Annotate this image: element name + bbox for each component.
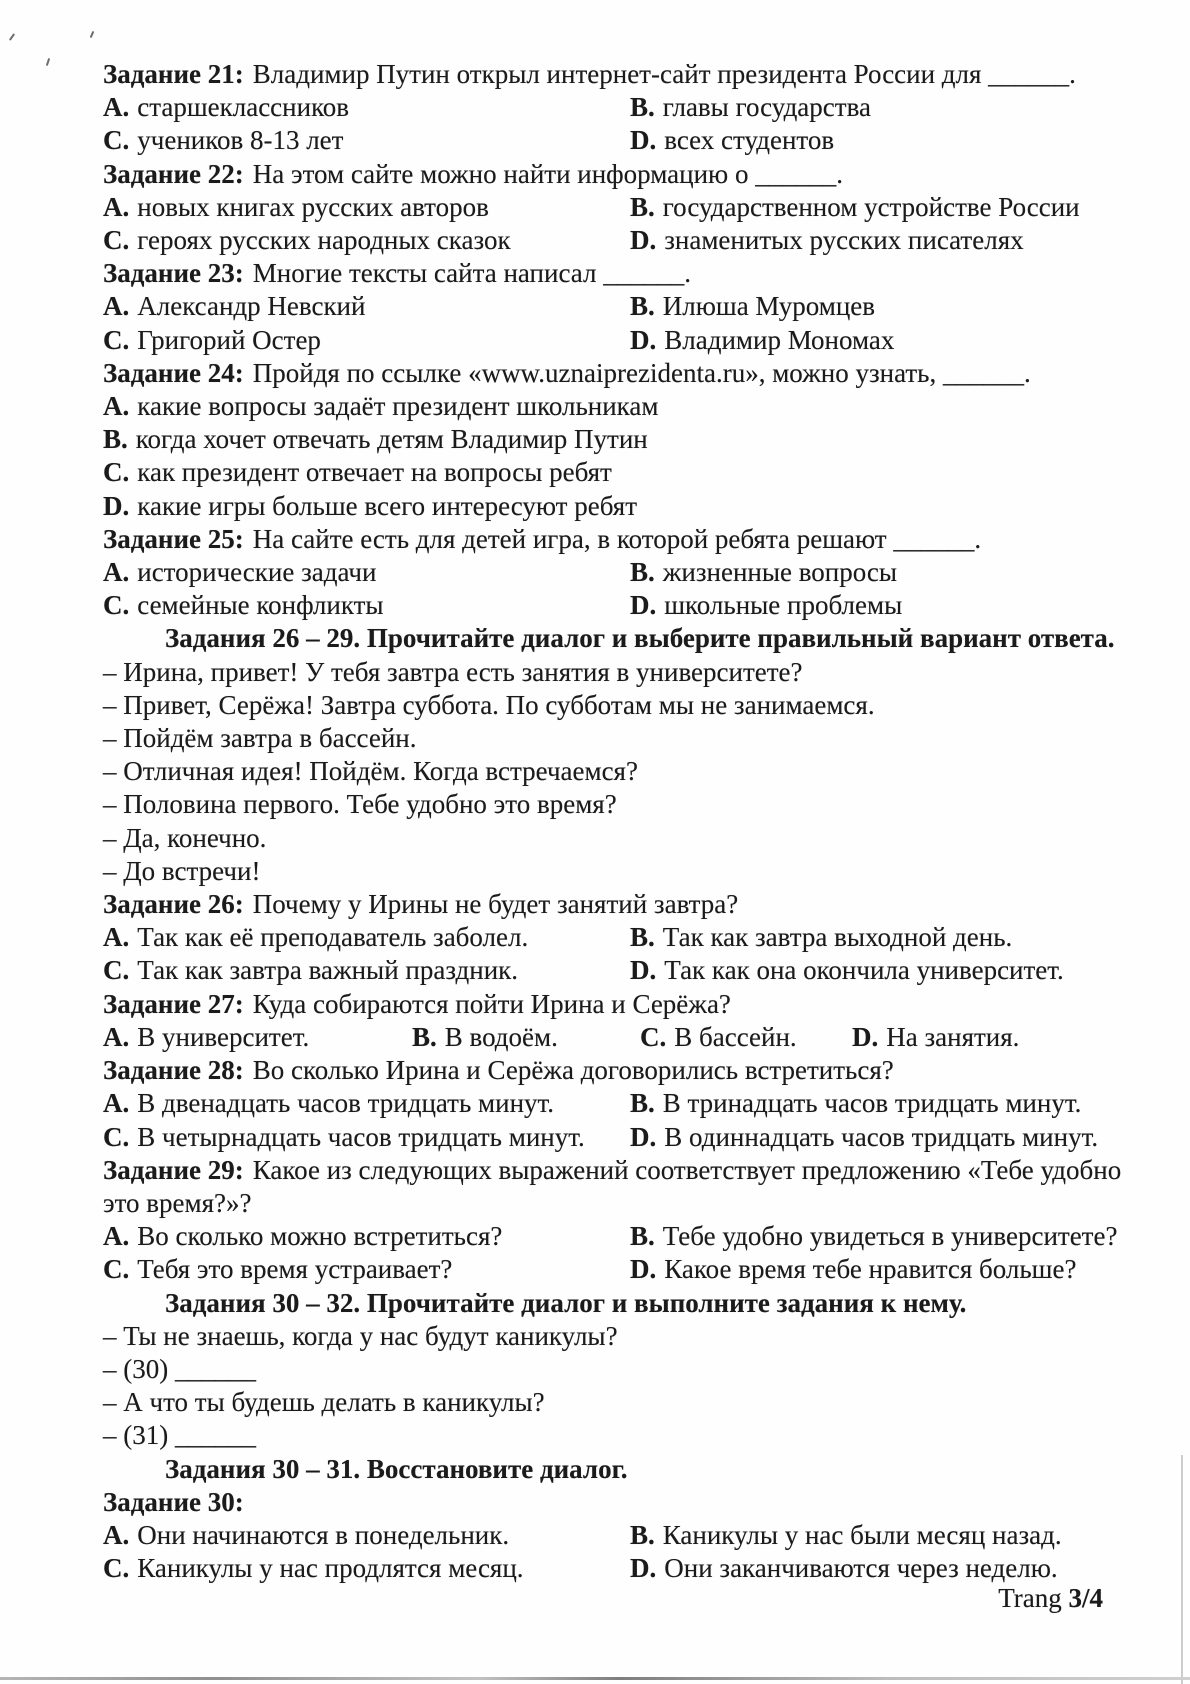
option-cell [630, 91, 1132, 124]
footer-prefix: Trang [998, 1583, 1062, 1613]
option-letter: D. [630, 955, 657, 986]
question-number-label: Задание 22: [103, 158, 244, 189]
question-number-label: Задание 25: [103, 523, 244, 554]
scan-speck [90, 31, 95, 38]
option-letter: C. [640, 1021, 667, 1052]
option-cell [103, 124, 630, 157]
option-cell [630, 324, 1132, 357]
option-cell [630, 290, 1132, 323]
option-cell [630, 1121, 1132, 1154]
options-row [103, 191, 1132, 224]
options-row [103, 324, 1132, 357]
option-text: Каникулы у нас продлятся месяц. [137, 1553, 524, 1584]
option-letter: A. [103, 557, 130, 588]
option-full-row [103, 423, 1132, 456]
question-line [103, 257, 1132, 290]
option-cell [630, 1220, 1132, 1253]
option-letter: C. [103, 457, 130, 488]
option-cell [630, 954, 1132, 987]
section-heading-text: Задания 30 – 32. Прочитайте диалог и выполните задания к нему. [165, 1287, 967, 1318]
question-text: Многие тексты сайта написал ______. [252, 258, 691, 289]
option-letter: D. [852, 1021, 879, 1052]
option-letter: D. [630, 590, 657, 621]
dialog-text: – Половина первого. Тебе удобно это время? [103, 789, 617, 820]
option-text: главы государства [662, 92, 871, 123]
option-full-row [103, 456, 1132, 489]
option-letter: D. [630, 1254, 657, 1285]
options-row [103, 1021, 1132, 1054]
option-letter: D. [103, 490, 130, 521]
option-cell [640, 1021, 852, 1054]
dialog-text: – Ирина, привет! У тебя завтра есть занятия в университете? [103, 656, 803, 687]
question-line [103, 357, 1132, 390]
option-letter: D. [630, 225, 657, 256]
dialog-text: – Да, конечно. [103, 822, 267, 853]
option-cell [630, 921, 1132, 954]
dialog-line [103, 1353, 1132, 1386]
option-letter: B. [630, 1221, 655, 1252]
option-letter: B. [630, 1088, 655, 1119]
question-label-line [103, 1486, 1132, 1519]
option-text: Так как она окончила университет. [664, 955, 1064, 986]
option-letter: C. [103, 1254, 130, 1285]
option-text: В бассейн. [674, 1021, 797, 1052]
dialog-text: – Отличная идея! Пойдём. Когда встречаемся? [103, 756, 638, 787]
option-text: когда хочет отвечать детям Владимир Путин [135, 424, 648, 455]
option-letter: A. [103, 391, 130, 422]
option-letter: A. [103, 1088, 130, 1119]
option-text: Владимир Мономах [664, 324, 895, 355]
option-cell [630, 124, 1132, 157]
option-text: Так как завтра важный праздник. [137, 955, 519, 986]
question-text: Пройдя по ссылке «www.uznaiprezidenta.ru», можно узнать, ______. [252, 357, 1031, 388]
option-text: какие игры больше всего интересуют ребят [137, 490, 637, 521]
option-letter: C. [103, 225, 130, 256]
option-text: Так как завтра выходной день. [662, 922, 1013, 953]
option-letter: A. [103, 92, 130, 123]
option-cell [630, 1552, 1132, 1585]
option-cell [412, 1021, 640, 1054]
dialog-text: – А что ты будешь делать в каникулы? [103, 1387, 545, 1418]
scan-speck [9, 33, 15, 41]
question-number-label: Задание 24: [103, 357, 244, 388]
option-letter: A. [103, 291, 130, 322]
dialog-text: – Пойдём завтра в бассейн. [103, 723, 417, 754]
question-number-label: Задание 28: [103, 1055, 244, 1086]
option-text: героях русских народных сказок [137, 225, 511, 256]
option-letter: B. [630, 557, 655, 588]
option-letter: C. [103, 1121, 130, 1152]
option-letter: A. [103, 922, 130, 953]
question-line [103, 888, 1132, 921]
question-number-label: Задание 21: [103, 59, 244, 89]
option-cell [630, 191, 1132, 224]
option-text: жизненные вопросы [662, 557, 898, 588]
option-cell [630, 556, 1132, 589]
option-letter: D. [630, 324, 657, 355]
option-text: Во сколько можно встретиться? [137, 1221, 503, 1252]
footer-page-number: 3/4 [1068, 1583, 1103, 1613]
question-line [103, 988, 1132, 1021]
dialog-line [103, 822, 1132, 855]
option-text: Они заканчиваются через неделю. [664, 1553, 1058, 1584]
question-line [103, 1054, 1132, 1087]
option-text: Какое время тебе нравится больше? [664, 1254, 1077, 1285]
scan-edge-line-bottom [0, 1677, 1190, 1680]
option-letter: D. [630, 1121, 657, 1152]
dialog-text: – (31) ______ [103, 1420, 256, 1451]
option-text: В одиннадцать часов тридцать минут. [664, 1121, 1099, 1152]
option-full-row [103, 490, 1132, 523]
option-cell [852, 1021, 1132, 1054]
option-cell [103, 921, 630, 954]
option-letter: B. [103, 424, 128, 455]
question-line [103, 523, 1132, 556]
option-cell [630, 1087, 1132, 1120]
question-text: Во сколько Ирина и Серёжа договорились встретиться? [252, 1055, 894, 1086]
option-letter: D. [630, 125, 657, 156]
dialog-line [103, 1320, 1132, 1353]
question-number-label: Задание 27: [103, 988, 244, 1019]
question-line [103, 158, 1132, 191]
dialog-line [103, 755, 1132, 788]
option-letter: A. [103, 1519, 130, 1550]
options-row [103, 589, 1132, 622]
option-letter: C. [103, 324, 130, 355]
option-letter: B. [630, 922, 655, 953]
dialog-line [103, 855, 1132, 888]
options-row [103, 1087, 1132, 1120]
question-text: На этом сайте можно найти информацию о ______. [252, 158, 843, 189]
option-text: новых книгах русских авторов [137, 191, 489, 222]
section-heading-text: Задания 30 – 31. Восстановите диалог. [165, 1453, 628, 1484]
option-letter: A. [103, 1221, 130, 1252]
question-text: Какое из следующих выражений соответствует предложению «Тебе удобно это время?»? [103, 1154, 1122, 1218]
dialog-line [103, 1386, 1132, 1419]
option-text: Илюша Муромцев [662, 291, 876, 322]
dialog-line [103, 1419, 1132, 1452]
option-cell [103, 324, 630, 357]
option-letter: C. [103, 1553, 130, 1584]
option-letter: A. [103, 1021, 130, 1052]
question-line [103, 58, 1132, 91]
options-row [103, 556, 1132, 589]
option-text: учеников 8-13 лет [137, 125, 344, 156]
dialog-line [103, 722, 1132, 755]
option-letter: C. [103, 125, 130, 156]
question-number-label: Задание 29: [103, 1154, 244, 1185]
option-cell [103, 290, 630, 323]
option-text: На занятия. [886, 1021, 1020, 1052]
option-cell [630, 224, 1132, 257]
dialog-text: – Привет, Серёжа! Завтра суббота. По субботам мы не занимаемся. [103, 689, 875, 720]
option-text: государственном устройстве России [662, 191, 1080, 222]
option-text: семейные конфликты [137, 590, 384, 621]
option-cell [103, 589, 630, 622]
page-content [103, 58, 1132, 1585]
option-text: Так как её преподаватель заболел. [137, 922, 529, 953]
option-cell [103, 1253, 630, 1286]
option-cell [103, 1552, 630, 1585]
option-cell [103, 1121, 630, 1154]
options-row [103, 1121, 1132, 1154]
option-cell [103, 1220, 630, 1253]
option-text: как президент отвечает на вопросы ребят [137, 457, 612, 488]
options-row [103, 1253, 1132, 1286]
question-text: Куда собираются пойти Ирина и Серёжа? [252, 988, 731, 1019]
option-cell [103, 1021, 412, 1054]
option-letter: B. [630, 291, 655, 322]
option-text: какие вопросы задаёт президент школьникам [137, 391, 659, 422]
options-row [103, 224, 1132, 257]
question-line [103, 1154, 1132, 1220]
option-text: знаменитых русских писателях [664, 225, 1024, 256]
option-cell [630, 1519, 1132, 1552]
option-letter: B. [630, 92, 655, 123]
option-cell [103, 954, 630, 987]
dialog-text: – (30) ______ [103, 1353, 256, 1384]
option-cell [103, 1087, 630, 1120]
option-text: В университет. [137, 1021, 310, 1052]
option-text: В водоём. [444, 1021, 558, 1052]
option-cell [103, 91, 630, 124]
question-number-label: Задание 30: [103, 1486, 244, 1517]
dialog-text: – До встречи! [103, 855, 261, 886]
option-text: школьные проблемы [664, 590, 903, 621]
options-row [103, 91, 1132, 124]
option-text: Они начинаются в понедельник. [137, 1519, 510, 1550]
option-full-row [103, 390, 1132, 423]
dialog-line [103, 788, 1132, 821]
option-letter: C. [103, 955, 130, 986]
option-cell [103, 556, 630, 589]
scan-edge-line-right [1181, 1455, 1183, 1684]
option-letter: A. [103, 191, 130, 222]
option-letter: B. [630, 191, 655, 222]
section-heading [103, 1453, 1132, 1486]
option-cell [630, 589, 1132, 622]
section-heading [103, 1287, 1132, 1320]
question-text: На сайте есть для детей игра, в которой ребята решают ______. [252, 523, 982, 554]
option-text: Тебе удобно увидеться в университете? [662, 1221, 1118, 1252]
option-text: Каникулы у нас были месяц назад. [662, 1519, 1062, 1550]
option-text: старшеклассников [137, 92, 350, 123]
option-letter: C. [103, 590, 130, 621]
options-row [103, 954, 1132, 987]
dialog-text: – Ты не знаешь, когда у нас будут каникулы? [103, 1320, 618, 1351]
section-heading-text: Задания 26 – 29. Прочитайте диалог и выберите правильный вариант ответа. [165, 623, 1115, 654]
option-cell [630, 1253, 1132, 1286]
options-row [103, 1552, 1132, 1585]
page-footer [998, 1583, 1103, 1614]
option-cell [103, 224, 630, 257]
option-text: Тебя это время устраивает? [137, 1254, 453, 1285]
dialog-line [103, 689, 1132, 722]
options-row [103, 1220, 1132, 1253]
question-number-label: Задание 23: [103, 258, 244, 289]
option-text: В двенадцать часов тридцать минут. [137, 1088, 555, 1119]
question-number-label: Задание 26: [103, 889, 244, 920]
options-row [103, 290, 1132, 323]
options-row [103, 921, 1132, 954]
option-text: всех студентов [664, 125, 835, 156]
question-text: Владимир Путин открыл интернет-сайт президента России для ______. [252, 59, 1076, 89]
question-text: Почему у Ирины не будет занятий завтра? [252, 889, 739, 920]
option-letter: B. [412, 1021, 437, 1052]
option-text: Григорий Остер [137, 324, 321, 355]
options-row [103, 124, 1132, 157]
dialog-line [103, 656, 1132, 689]
options-row [103, 1519, 1132, 1552]
scan-speck [46, 58, 50, 66]
option-text: Александр Невский [137, 291, 366, 322]
option-cell [103, 191, 630, 224]
option-text: исторические задачи [137, 557, 377, 588]
option-text: В четырнадцать часов тридцать минут. [137, 1121, 585, 1152]
option-text: В тринадцать часов тридцать минут. [662, 1088, 1082, 1119]
option-letter: B. [630, 1519, 655, 1550]
option-letter: D. [630, 1553, 657, 1584]
option-cell [103, 1519, 630, 1552]
section-heading [103, 622, 1132, 655]
